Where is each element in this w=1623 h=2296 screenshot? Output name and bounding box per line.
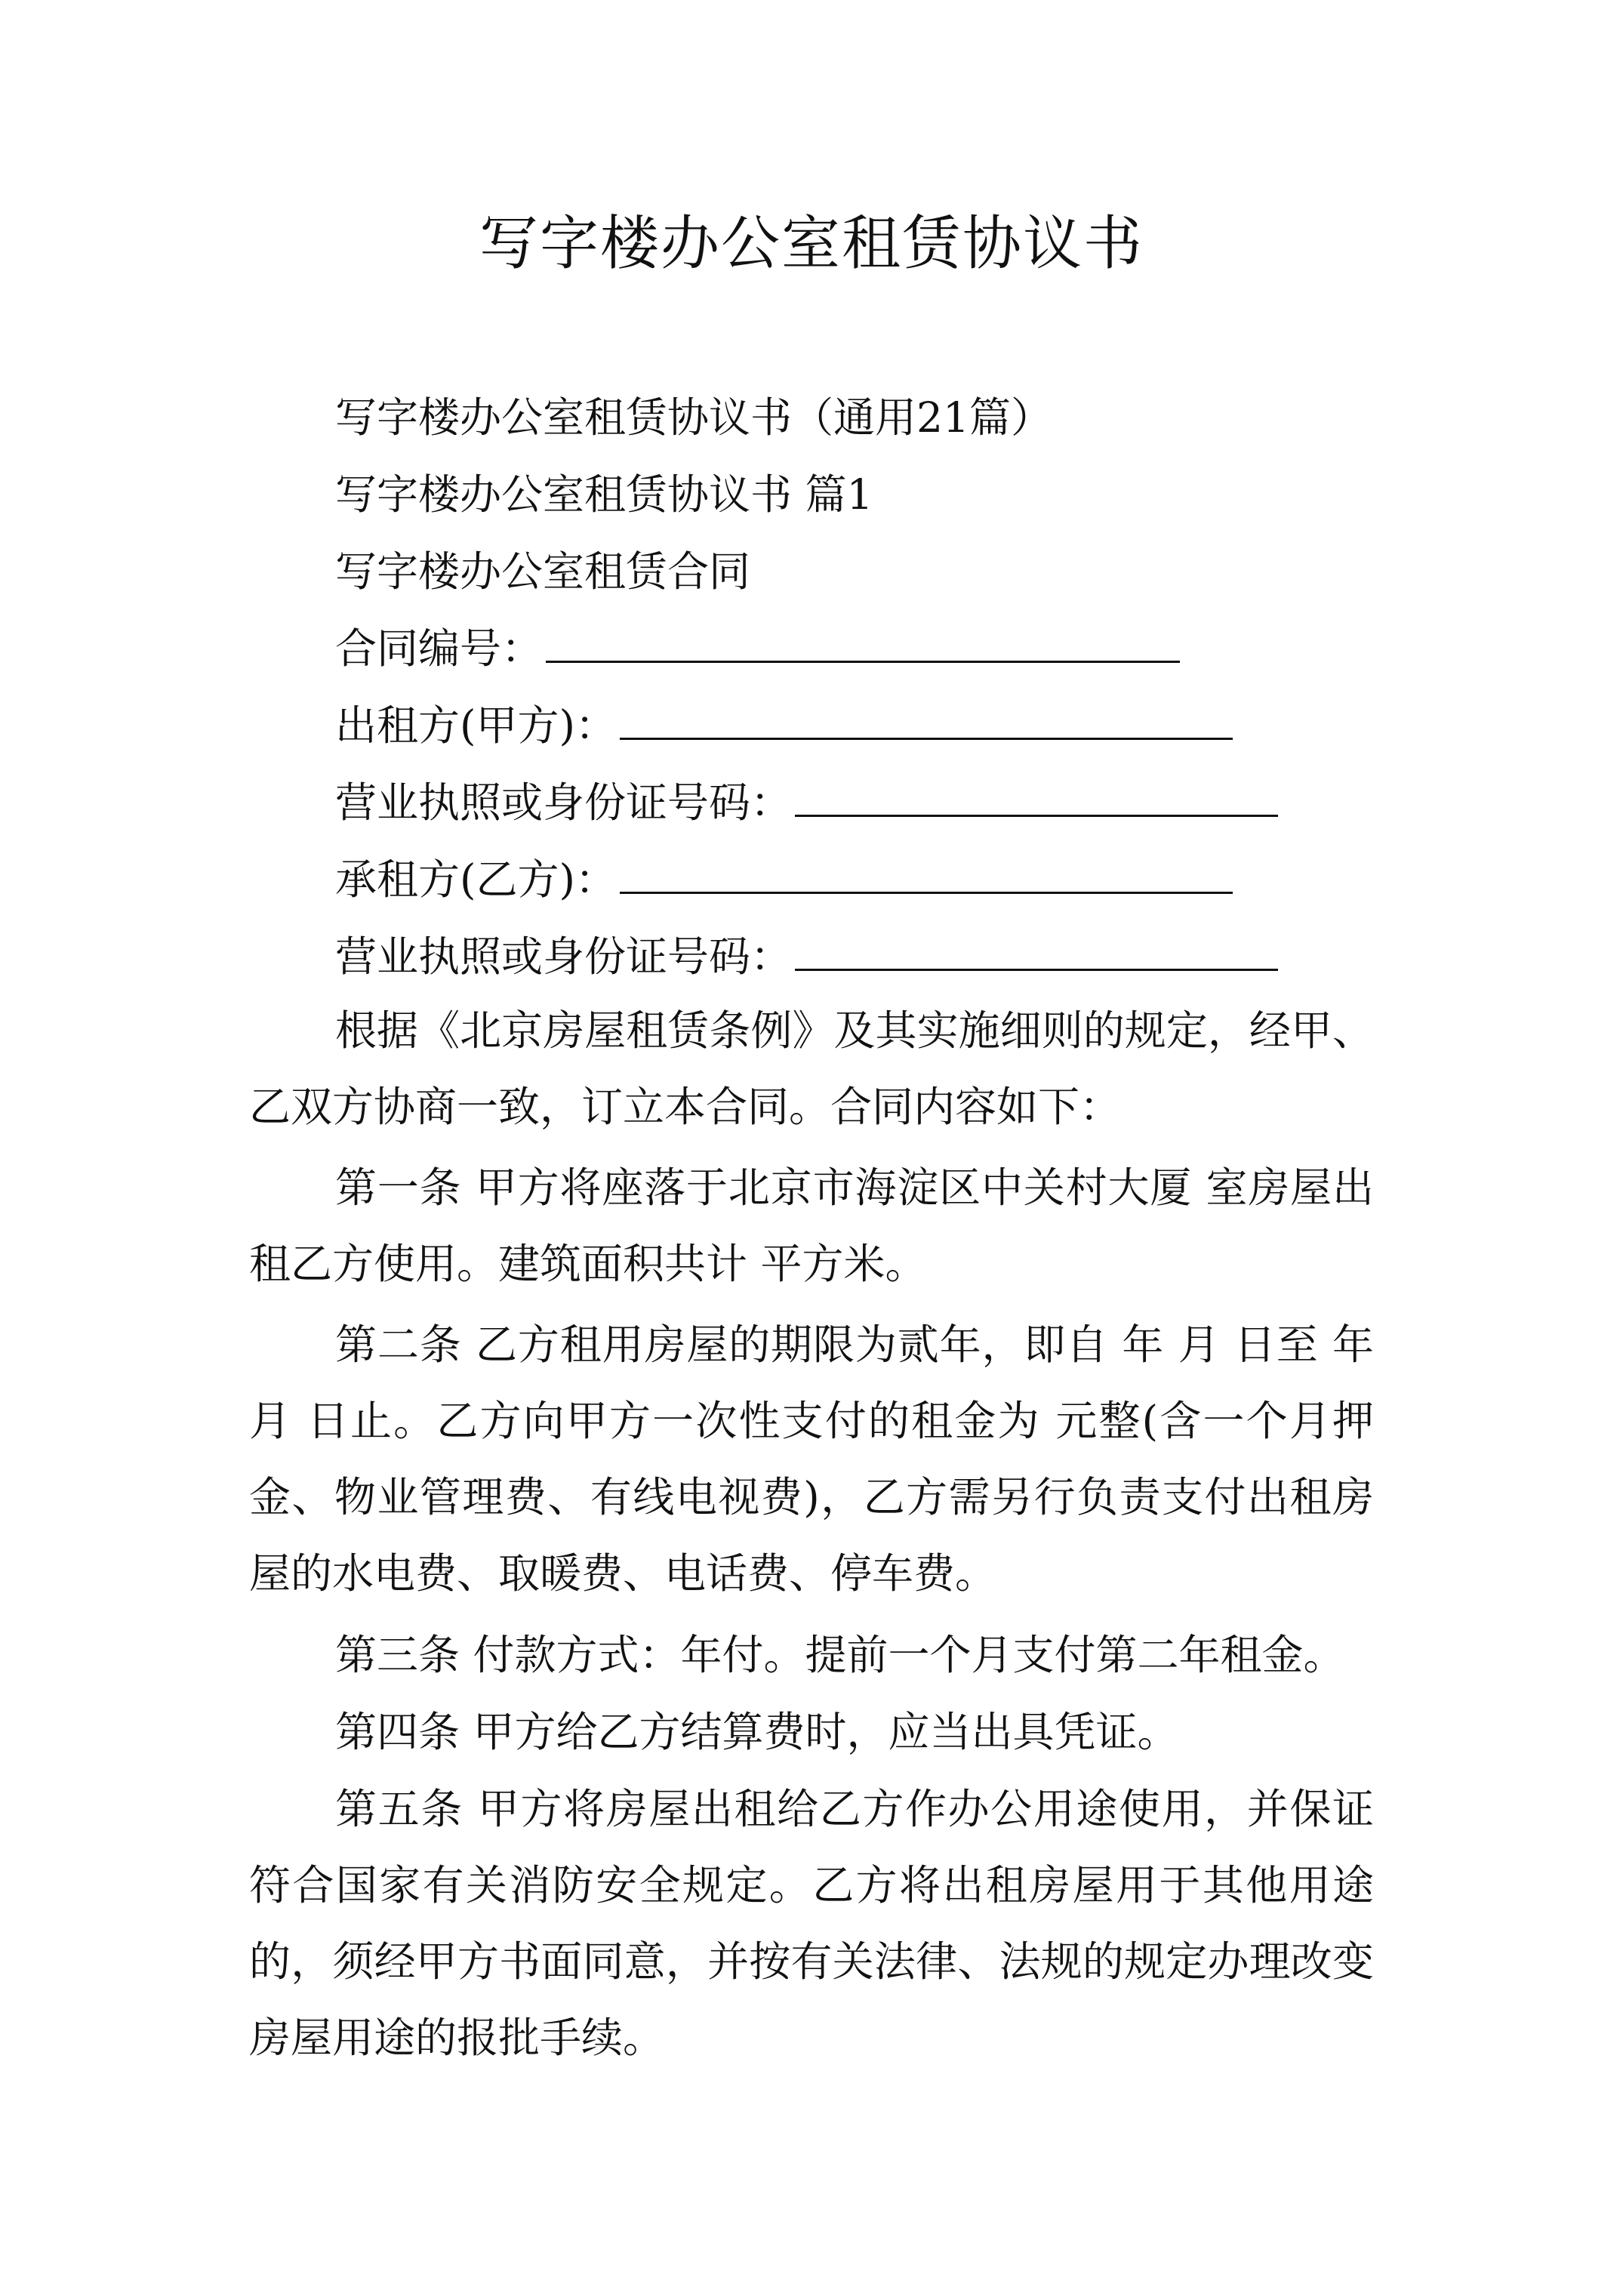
article-3-paragraph: 第三条 付款方式：年付。提前一个月支付第二年租金。 — [335, 1631, 1345, 1679]
lessee-blank — [620, 852, 1233, 894]
article-5-paragraph: 第五条 甲方将房屋出租给乙方作办公用途使用，并保证符合国家有关消防安全规定。乙方将出租房屋用于其他用途的，须经甲方书面同意，并按有关法律、法规的规定办理改变房屋用途的报批手续。 — [249, 1785, 1374, 2062]
contract-number-blank — [546, 621, 1180, 663]
lessor-label: 出租方(甲方)： — [335, 701, 617, 750]
document-title: 写字楼办公室租赁协议书 — [479, 210, 1144, 278]
lessor-field — [335, 684, 1233, 767]
section-heading: 写字楼办公室租赁协议书 篇1 — [335, 470, 873, 519]
contract-heading: 写字楼办公室租赁合同 — [335, 547, 751, 596]
lessee-id-label: 营业执照或身份证号码： — [335, 932, 793, 981]
lessee-label: 承租方(乙方)： — [335, 855, 617, 904]
lessor-id-field — [335, 761, 1278, 844]
article-2-paragraph: 第二条 乙方租用房屋的期限为贰年，即自 年 月 日至 年 月 日止。乙方向甲方一次性支付的租金为 元整(含一个月押金、物业管理费、有线电视费)，乙方需另行负责支付出租房屋的水电费、取暖费、电话费、停车费。 — [249, 1321, 1374, 1598]
contract-number-label: 合同编号： — [335, 624, 544, 673]
lessor-id-blank — [795, 775, 1278, 817]
lessee-id-blank — [795, 929, 1278, 971]
contract-number-field — [335, 607, 1180, 690]
lessee-id-field — [335, 915, 1278, 998]
lessor-id-label: 营业执照或身份证号码： — [335, 778, 793, 827]
lessee-field — [335, 838, 1233, 921]
article-1-paragraph: 第一条 甲方将座落于北京市海淀区中关村大厦 室房屋出租乙方使用。建筑面积共计 平方米。 — [249, 1163, 1374, 1288]
article-4-paragraph: 第四条 甲方给乙方结算费时，应当出具凭证。 — [335, 1708, 1179, 1756]
preamble-paragraph: 根据《北京房屋租赁条例》及其实施细则的规定，经甲、乙双方协商一致，订立本合同。合同内容如下： — [249, 1006, 1374, 1131]
subtitle-line: 写字楼办公室租赁协议书（通用21篇） — [335, 393, 1052, 442]
lessor-blank — [620, 698, 1233, 740]
